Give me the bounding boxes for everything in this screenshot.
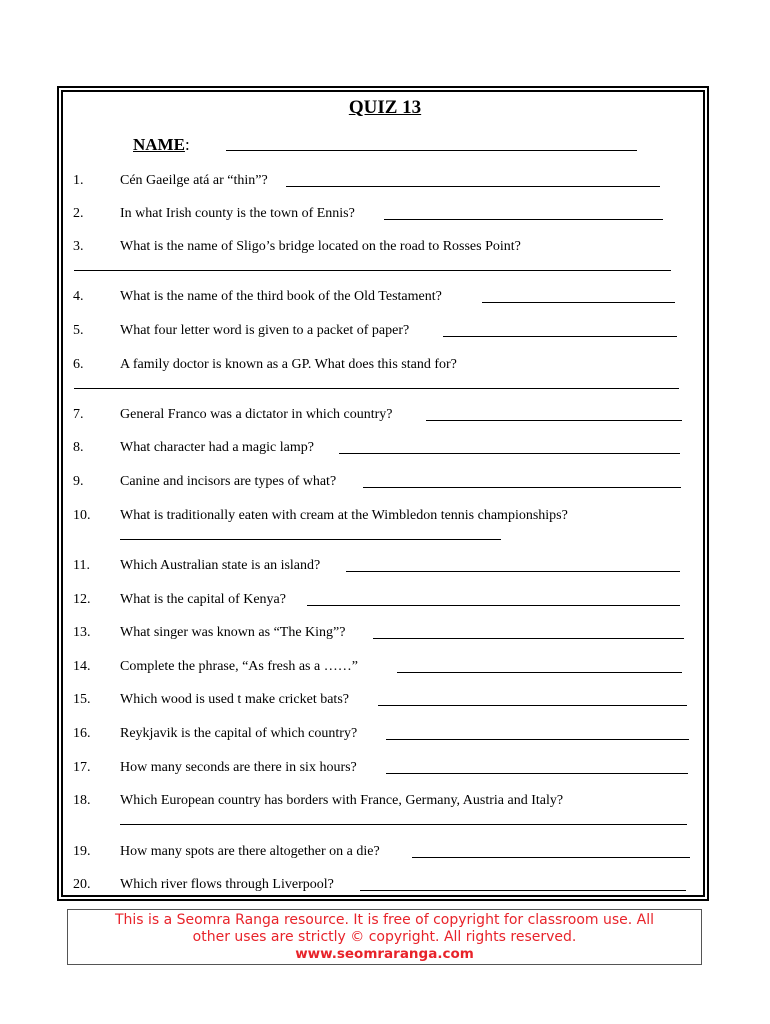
answer-line[interactable]	[339, 453, 680, 454]
question-number: 10.	[73, 508, 91, 523]
copyright-footer	[67, 909, 702, 965]
question-text: What is the capital of Kenya?	[120, 592, 286, 607]
question-text: How many seconds are there in six hours?	[120, 760, 357, 775]
question-text: What four letter word is given to a packet of paper?	[120, 323, 410, 338]
answer-line[interactable]	[426, 420, 682, 421]
name-label	[133, 135, 190, 155]
question-number: 16.	[73, 726, 91, 741]
answer-line[interactable]	[384, 219, 663, 220]
answer-line[interactable]	[386, 739, 689, 740]
question-number: 8.	[73, 440, 84, 455]
answer-line[interactable]	[363, 487, 681, 488]
question-number: 19.	[73, 844, 91, 859]
question-text: What is the name of the third book of the Old Testament?	[120, 289, 442, 304]
question-text: Complete the phrase, “As fresh as a ……”	[120, 659, 358, 674]
answer-line[interactable]	[443, 336, 677, 337]
question-number: 12.	[73, 592, 91, 607]
question-number: 18.	[73, 793, 91, 808]
answer-line[interactable]	[74, 388, 679, 389]
question-text: What is traditionally eaten with cream at the Wimbledon tennis championships?	[120, 508, 568, 523]
question-number: 13.	[73, 625, 91, 640]
question-text: General Franco was a dictator in which country?	[120, 407, 393, 422]
answer-line[interactable]	[346, 571, 680, 572]
question-number: 5.	[73, 323, 84, 338]
question-text: Which European country has borders with France, Germany, Austria and Italy?	[120, 793, 564, 808]
question-number: 15.	[73, 692, 91, 707]
footer-website-link[interactable]: www.seomraranga.com	[295, 946, 474, 962]
question-text: Which river flows through Liverpool?	[120, 877, 334, 892]
answer-line[interactable]	[397, 672, 682, 673]
answer-line[interactable]	[412, 857, 690, 858]
answer-line[interactable]	[360, 890, 686, 891]
name-answer-line[interactable]	[226, 150, 637, 151]
question-text: Which Australian state is an island?	[120, 558, 321, 573]
question-text: Which wood is used t make cricket bats?	[120, 692, 349, 707]
question-text: Canine and incisors are types of what?	[120, 474, 337, 489]
answer-line[interactable]	[386, 773, 688, 774]
question-number: 4.	[73, 289, 84, 304]
question-number: 20.	[73, 877, 91, 892]
answer-line[interactable]	[482, 302, 675, 303]
answer-line[interactable]	[74, 270, 671, 271]
question-number: 17.	[73, 760, 91, 775]
question-text: A family doctor is known as a GP. What does this stand for?	[120, 357, 457, 372]
footer-line-1: This is a Seomra Ranga resource. It is free of copyright for classroom use. All	[114, 912, 655, 928]
question-text: In what Irish county is the town of Ennis?	[120, 206, 355, 221]
answer-line[interactable]	[378, 705, 687, 706]
question-number: 2.	[73, 206, 84, 221]
name-label-text: NAME	[133, 135, 185, 154]
question-text: How many spots are there altogether on a die?	[120, 844, 380, 859]
answer-line[interactable]	[120, 824, 687, 825]
question-number: 9.	[73, 474, 84, 489]
answer-line[interactable]	[307, 605, 680, 606]
answer-line[interactable]	[373, 638, 684, 639]
question-text: What character had a magic lamp?	[120, 440, 314, 455]
name-label-colon: :	[184, 135, 190, 154]
question-number: 7.	[73, 407, 84, 422]
question-number: 3.	[73, 239, 84, 254]
footer-line-2: other uses are strictly © copyright. All rights reserved.	[192, 929, 577, 945]
question-number: 11.	[73, 558, 90, 573]
answer-line[interactable]	[286, 186, 660, 187]
quiz-title: QUIZ 13	[348, 97, 422, 118]
question-number: 6.	[73, 357, 84, 372]
question-text: What singer was known as “The King”?	[120, 625, 346, 640]
question-number: 14.	[73, 659, 91, 674]
question-text: Reykjavik is the capital of which country?	[120, 726, 358, 741]
question-text: What is the name of Sligo’s bridge located on the road to Rosses Point?	[120, 239, 521, 254]
question-number: 1.	[73, 173, 84, 188]
answer-line[interactable]	[120, 539, 501, 540]
question-text: Cén Gaeilge atá ar “thin”?	[120, 173, 268, 188]
